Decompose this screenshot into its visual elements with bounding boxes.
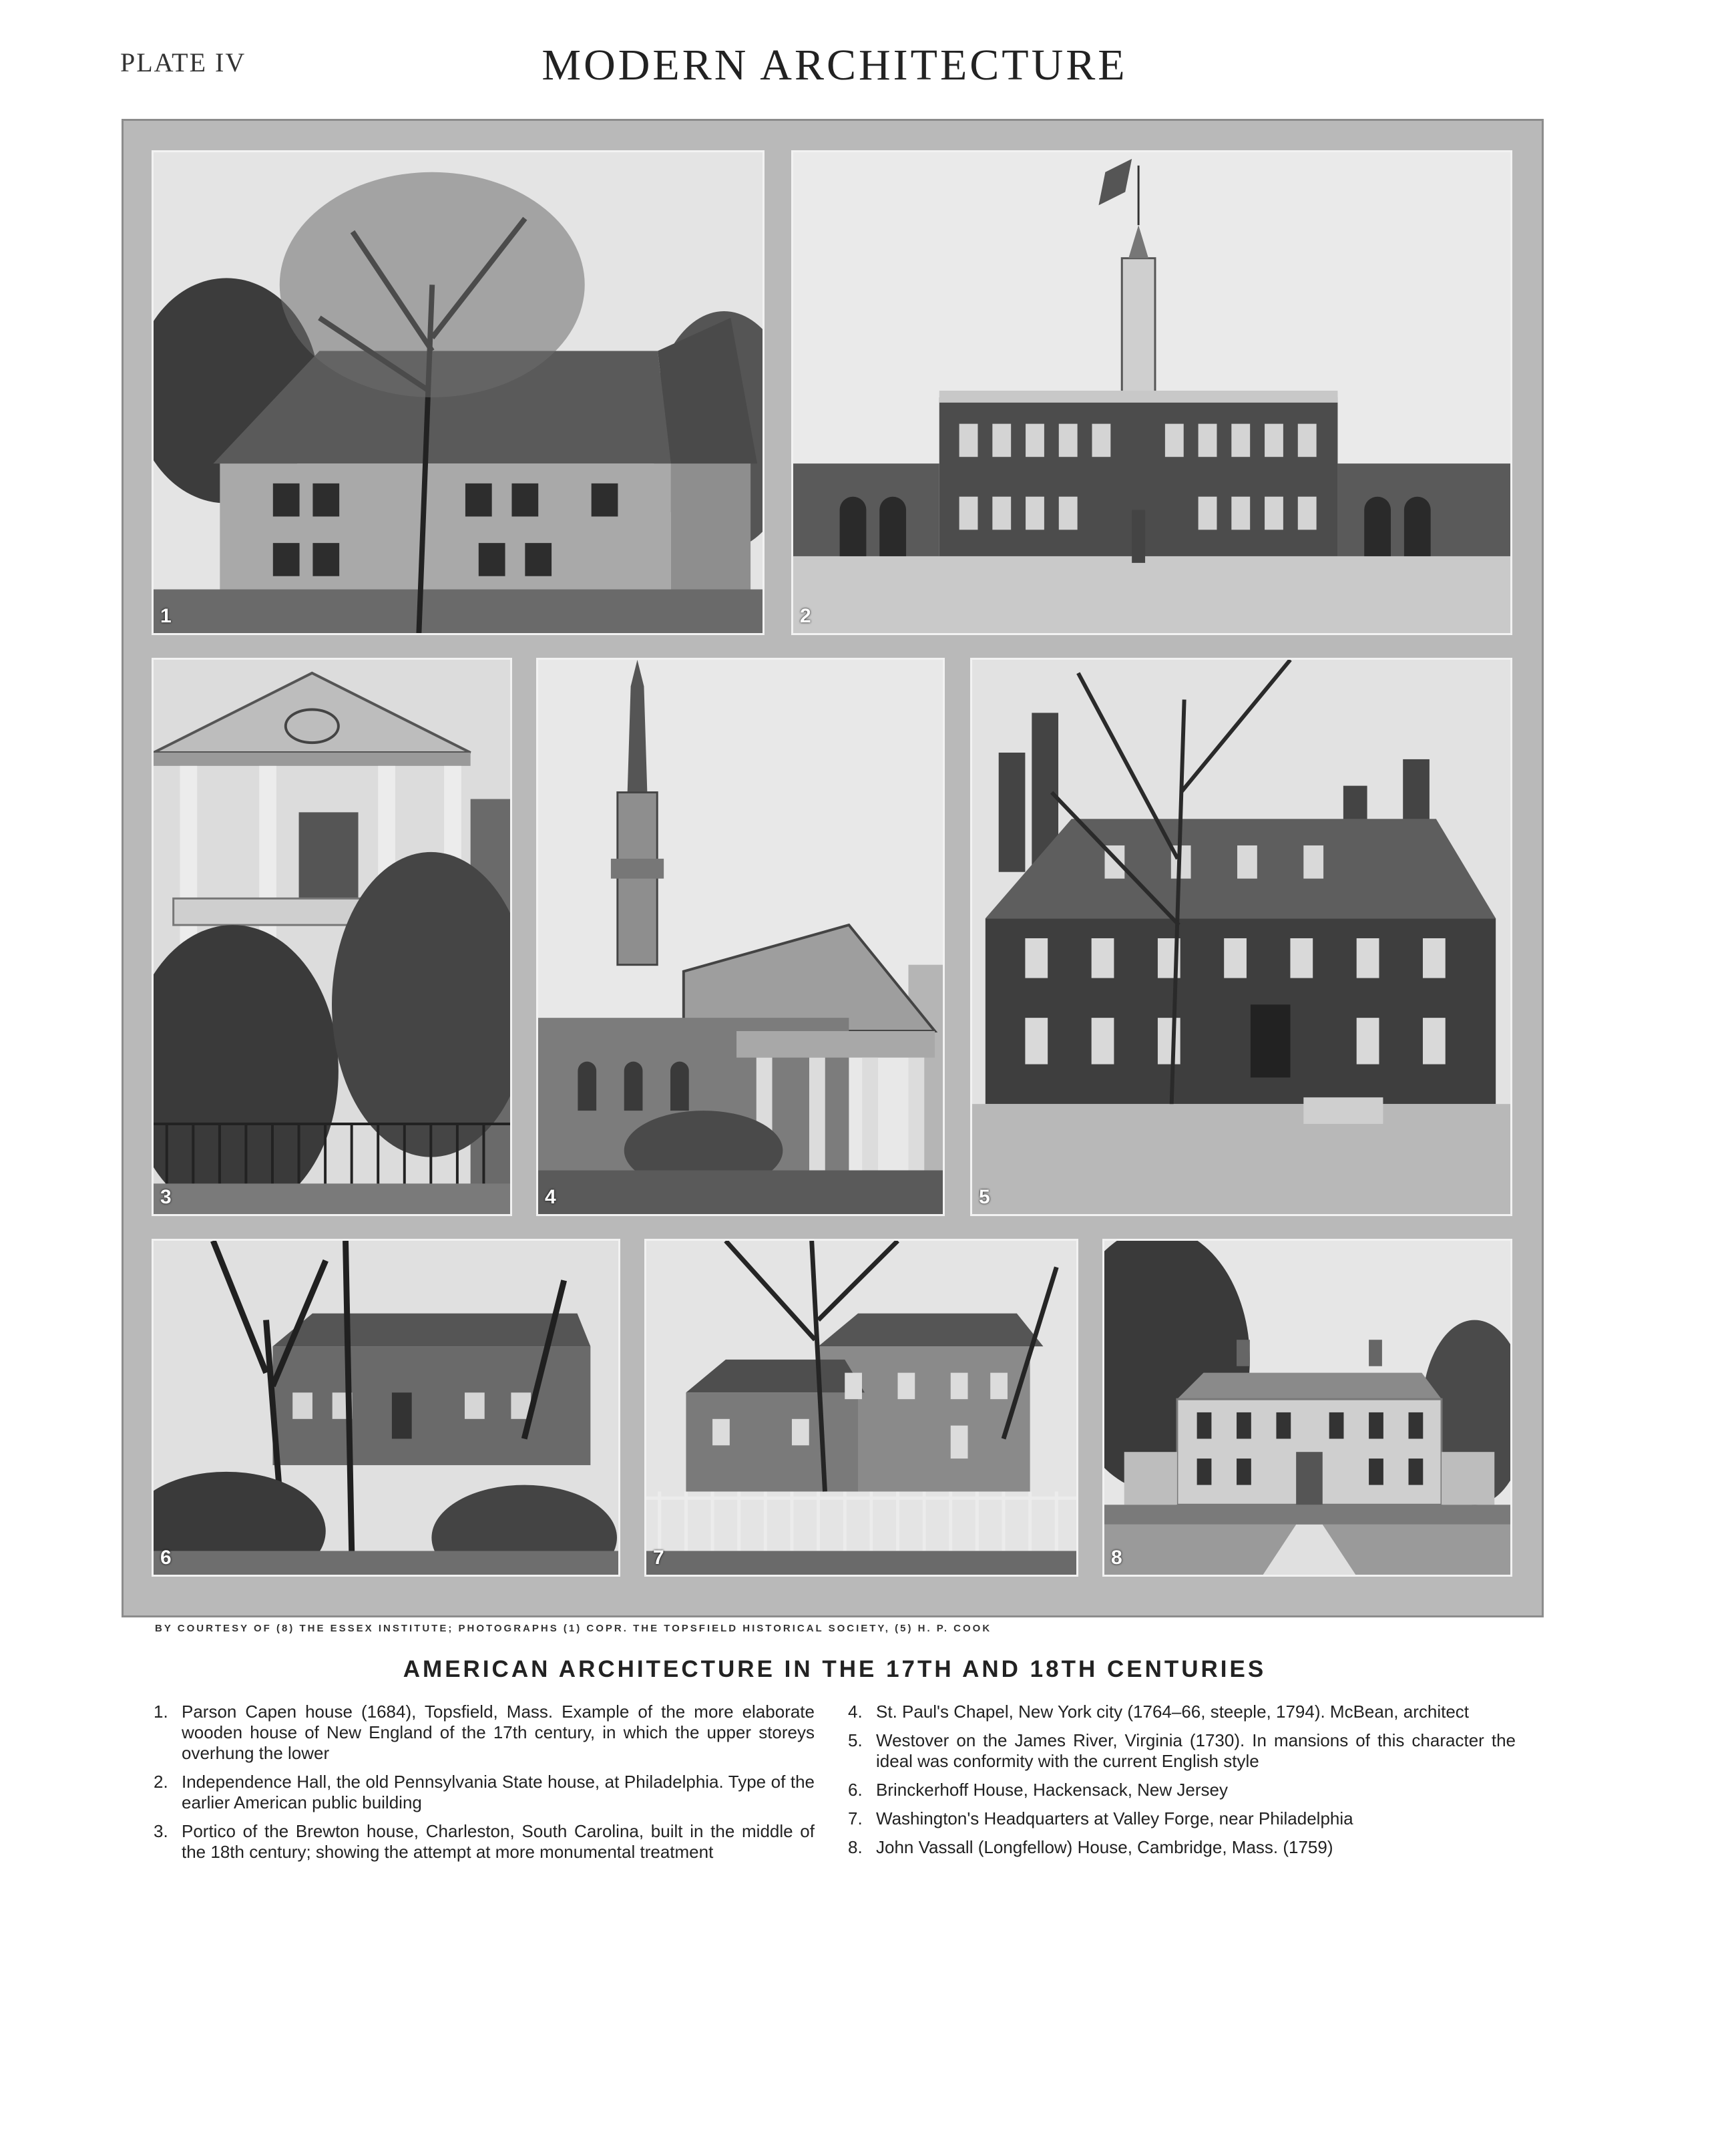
caption-number: 3. bbox=[154, 1821, 168, 1841]
photo-number: 1 bbox=[160, 605, 172, 627]
photo-7 bbox=[644, 1239, 1078, 1577]
photo-3 bbox=[152, 658, 512, 1216]
caption-number: 7. bbox=[848, 1808, 863, 1828]
caption-text: John Vassall (Longfellow) House, Cambridge, Mass. (1759) bbox=[876, 1837, 1333, 1857]
caption-item bbox=[848, 1808, 1516, 1829]
caption-number: 2. bbox=[154, 1772, 168, 1792]
chapel-steeple-photo bbox=[538, 660, 943, 1214]
photo-4 bbox=[536, 658, 945, 1216]
photo-6 bbox=[152, 1239, 620, 1577]
caption-item bbox=[848, 1837, 1516, 1858]
caption-text: Portico of the Brewton house, Charleston, South Carolina, built in the middle of the 18th century; showing the attempt at more monumental treatment bbox=[182, 1821, 815, 1862]
caption-column-left bbox=[154, 1702, 815, 1871]
photo-number: 4 bbox=[545, 1186, 556, 1208]
vassall-house-photo bbox=[1104, 1241, 1510, 1575]
headquarters-photo bbox=[646, 1241, 1076, 1575]
photo-5 bbox=[970, 658, 1512, 1216]
caption-text: Washington's Headquarters at Valley Forge, near Philadelphia bbox=[876, 1808, 1353, 1828]
caption-number: 1. bbox=[154, 1702, 168, 1722]
brick-mansion-photo bbox=[972, 660, 1510, 1214]
caption-text: Westover on the James River, Virginia (1730). In mansions of this character the ideal was conformity with the current English style bbox=[876, 1730, 1516, 1771]
photo-number: 7 bbox=[653, 1547, 664, 1569]
caption-item bbox=[848, 1780, 1516, 1800]
photo-number: 5 bbox=[979, 1186, 990, 1208]
portico-photo bbox=[154, 660, 510, 1214]
photo-number: 6 bbox=[160, 1547, 172, 1569]
photo-number: 2 bbox=[800, 605, 811, 627]
caption-number: 8. bbox=[848, 1837, 863, 1857]
caption-number: 4. bbox=[848, 1702, 863, 1722]
caption-title: AMERICAN ARCHITECTURE IN THE 17TH AND 18TH CENTURIES bbox=[403, 1656, 1267, 1682]
independence-hall-photo bbox=[793, 152, 1510, 633]
caption-text: Parson Capen house (1684), Topsfield, Mass. Example of the more elaborate wooden house of New England of the 17th century, in which the upper storeys overhung the lower bbox=[182, 1702, 815, 1763]
photo-2 bbox=[791, 150, 1512, 635]
caption-number: 6. bbox=[848, 1780, 863, 1800]
photo-number: 8 bbox=[1111, 1547, 1122, 1569]
caption-text: Brinckerhoff House, Hackensack, New Jersey bbox=[876, 1780, 1228, 1800]
page-title: MODERN ARCHITECTURE bbox=[541, 41, 1128, 89]
photo-8 bbox=[1102, 1239, 1512, 1577]
caption-text: St. Paul's Chapel, New York city (1764–66, steeple, 1794). McBean, architect bbox=[876, 1702, 1470, 1722]
stone-house-photo bbox=[154, 1241, 618, 1575]
caption-text: Independence Hall, the old Pennsylvania State house, at Philadelphia. Type of the earlier American public building bbox=[182, 1772, 815, 1812]
caption-item bbox=[154, 1772, 815, 1813]
caption-item bbox=[848, 1702, 1516, 1722]
caption-number: 5. bbox=[848, 1730, 863, 1750]
photo-number: 3 bbox=[160, 1186, 172, 1208]
photo-plate bbox=[122, 119, 1544, 1617]
caption-item bbox=[154, 1702, 815, 1764]
caption-item bbox=[154, 1821, 815, 1863]
caption-column-right bbox=[848, 1702, 1516, 1866]
caption-item bbox=[848, 1730, 1516, 1772]
wooden-house-photo bbox=[154, 152, 763, 633]
plate-number: PLATE IV bbox=[120, 47, 246, 77]
photo-credit: BY COURTESY OF (8) THE ESSEX INSTITUTE; PHOTOGRAPHS (1) COPR. THE TOPSFIELD HISTORICAL SOCIETY, (5) H. P. COOK bbox=[155, 1623, 992, 1634]
photo-1 bbox=[152, 150, 765, 635]
